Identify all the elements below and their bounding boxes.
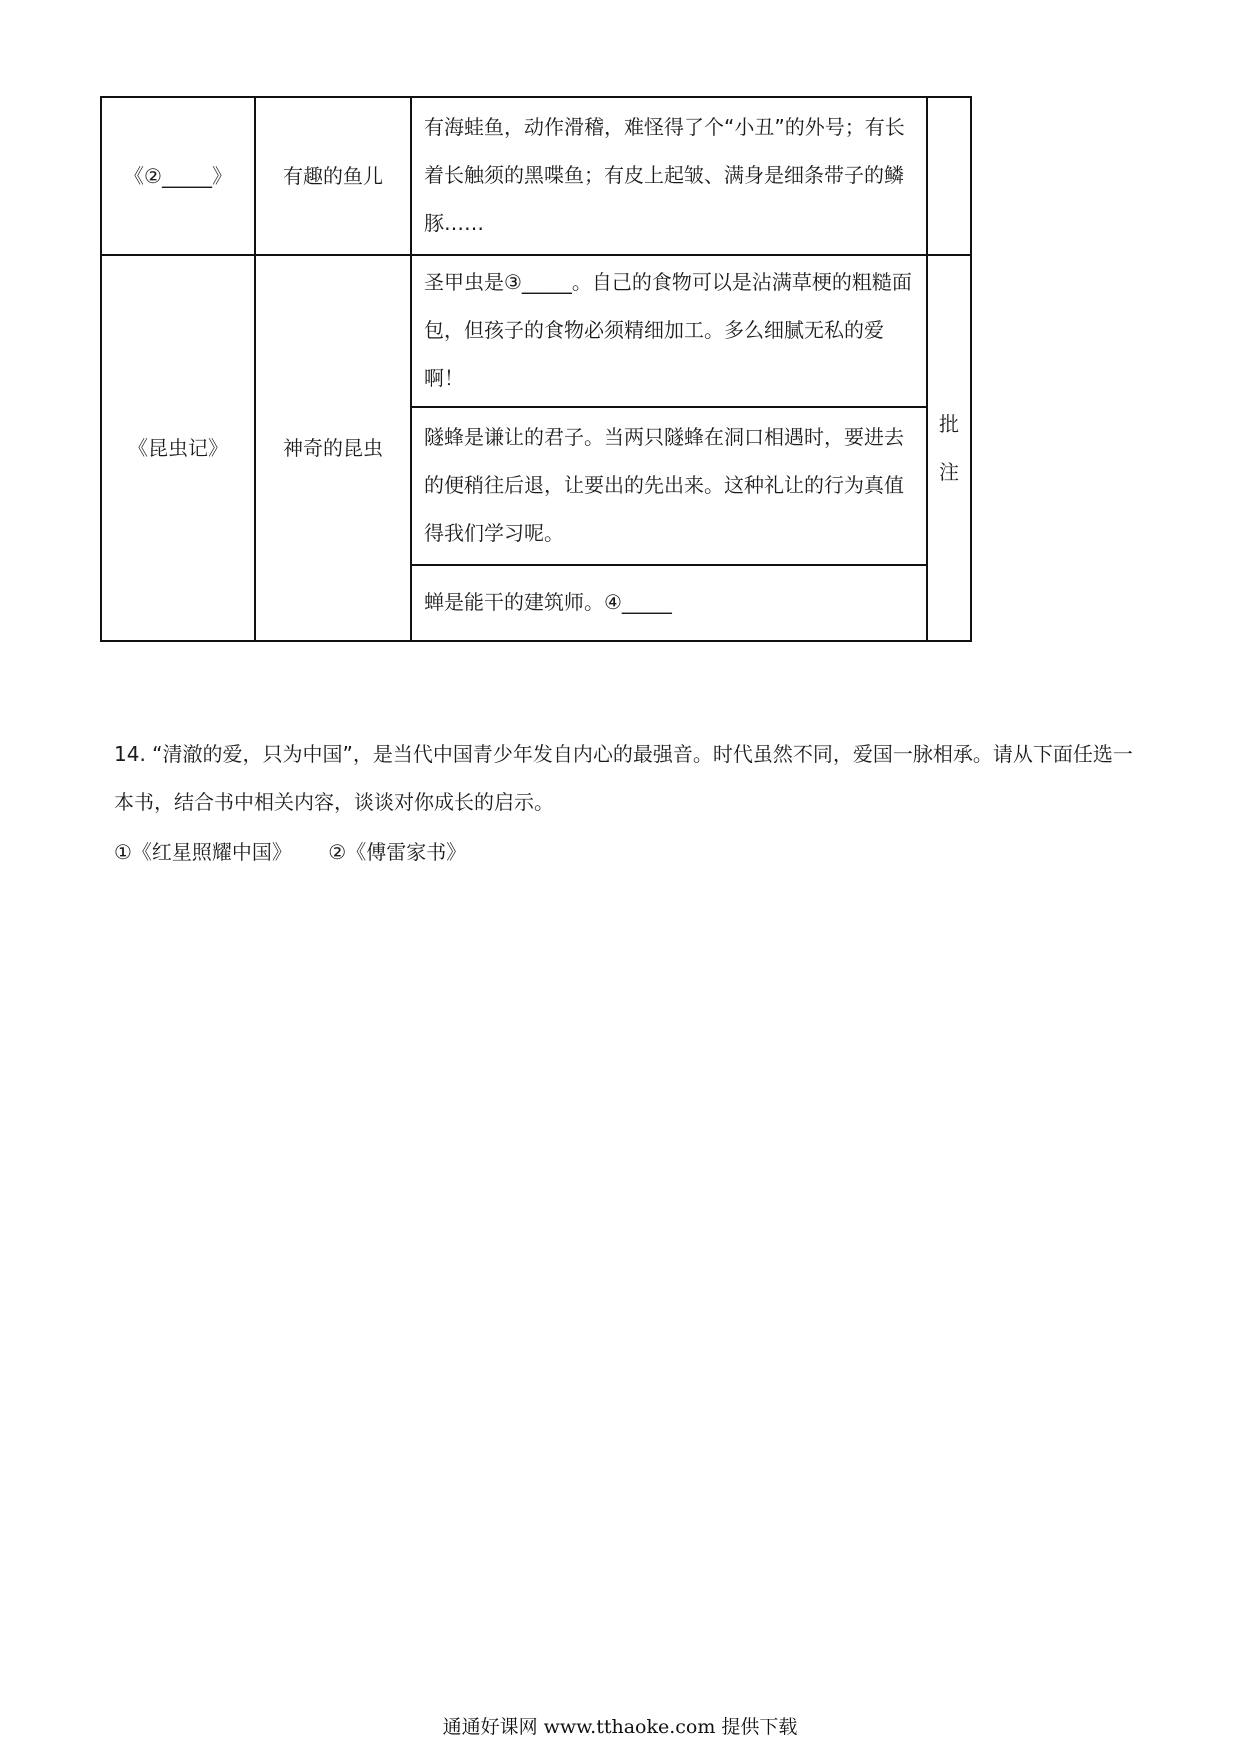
option-red-star: ①《红星照耀中国》 xyxy=(114,840,292,864)
table-row xyxy=(101,255,971,407)
note-cell-empty xyxy=(927,97,971,255)
annotation-label: 批注 xyxy=(939,412,959,484)
book-title-cell: 《②_____》 xyxy=(101,97,255,255)
book-title-cell: 《昆虫记》 xyxy=(101,255,255,641)
book-options xyxy=(114,828,496,876)
page-footer: 通通好课网 www.tthaoke.com 提供下载 xyxy=(442,1716,798,1738)
description-cell: 圣甲虫是③_____。自己的食物可以是沾满草梗的粗糙面包，但孩子的食物必须精细加工。多么细腻无私的爱啊！ xyxy=(411,255,927,407)
theme-cell: 有趣的鱼儿 xyxy=(255,97,411,255)
question-14: 14. “清澈的爱，只为中国”，是当代中国青少年发自内心的最强音。时代虽然不同，爱国一脉相承。请从下面任选一本书，结合书中相关内容，谈谈对你成长的启示。 xyxy=(114,742,1133,814)
theme-cell: 神奇的昆虫 xyxy=(255,255,411,641)
description-cell: 蝉是能干的建筑师。④_____ xyxy=(411,565,927,641)
annotation-label-cell xyxy=(927,255,971,641)
option-fu-lei-letters: ②《傅雷家书》 xyxy=(328,840,467,864)
description-cell: 隧蜂是谦让的君子。当两只隧蜂在洞口相遇时，要进去的便稍往后退，让要出的先出来。这种礼让的行为真值得我们学习呢。 xyxy=(411,407,927,565)
reading-table xyxy=(100,96,972,642)
description-cell: 有海蛙鱼，动作滑稽，难怪得了个“小丑”的外号；有长着长触须的黑喋鱼；有皮上起皱、满身是细条带子的鳞豚…… xyxy=(411,97,927,255)
table-row xyxy=(101,97,971,255)
